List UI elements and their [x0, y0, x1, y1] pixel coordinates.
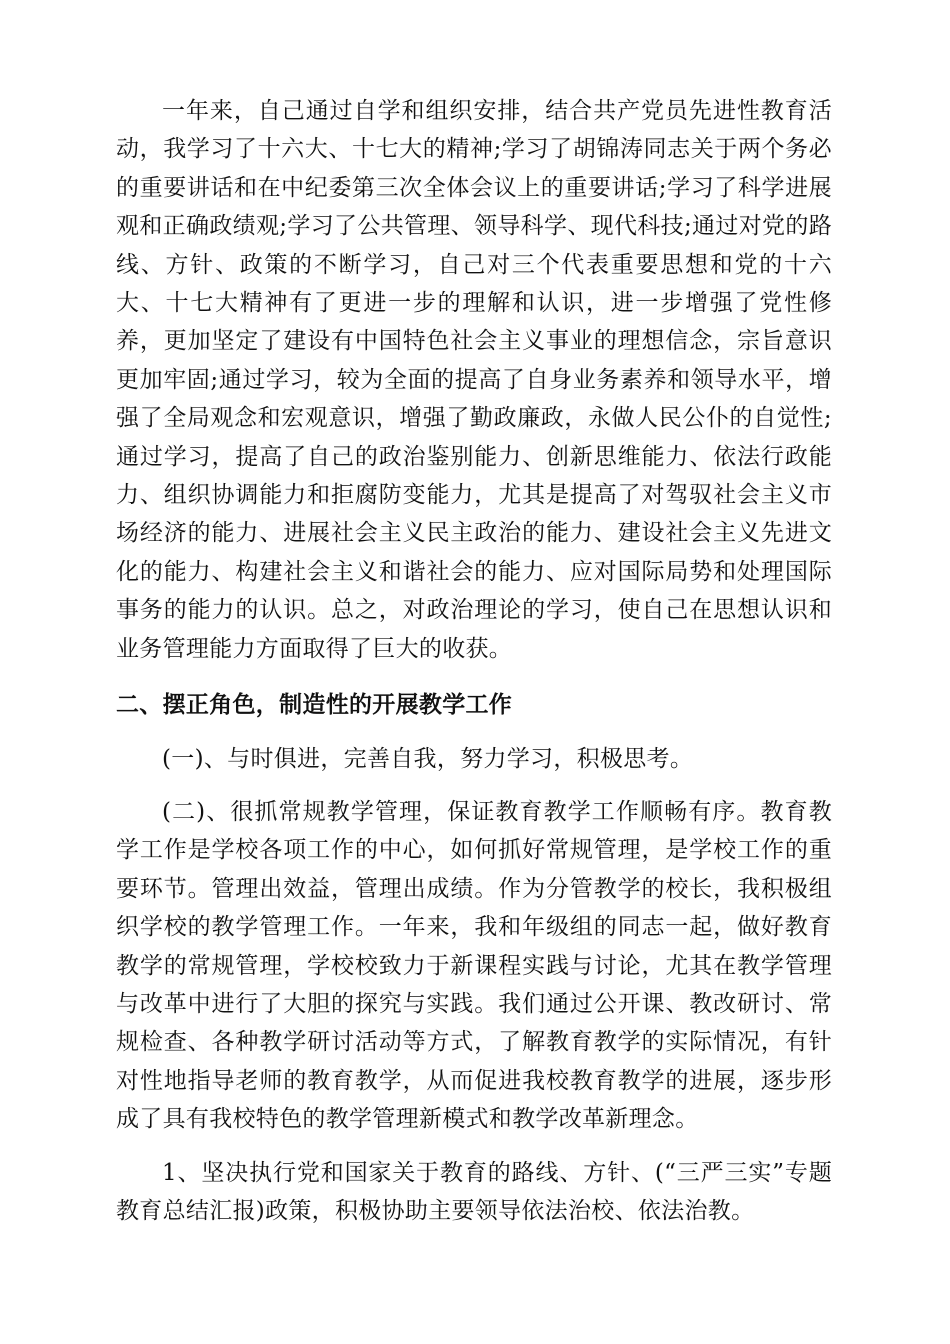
- paragraph-political-study: 一年来，自己通过自学和组织安排，结合共产党员先进性教育活动，我学习了十六大、十七大的精神;学习了胡锦涛同志关于两个务必的重要讲话和在中纪委第三次全体会议上的重要讲话;学习了科学进展观和正确政绩观;学习了公共管理、领导科学、现代科技;通过对党的路线、方针、政策的不断学习，自己对三个代表重要思想和党的十六大、十七大精神有了更进一步的理解和认识，进一步增强了党性修养，更加坚定了建设有中国特色社会主义事业的理想信念，宗旨意识更加牢固;通过学习，较为全面的提高了自身业务素养和领导水平，增强了全局观念和宏观意识，增强了勤政廉政，永做人民公仆的自觉性;通过学习，提高了自己的政治鉴别能力、创新思维能力、依法行政能力、组织协调能力和拒腐防变能力，尤其是提高了对驾驭社会主义市场经济的能力、进展社会主义民主政治的能力、建设社会主义先进文化的能力、构建社会主义和谐社会的能力、应对国际局势和处理国际事务的能力的认识。总之，对政治理论的学习，使自己在思想认识和业务管理能力方面取得了巨大的收获。: [116, 98, 832, 662]
- paragraph-spacer: [116, 725, 832, 740]
- paragraph-spacer: [116, 668, 832, 686]
- document-page: [116, 92, 832, 1230]
- paragraph-item-one: (一)、与时俱进，完善自我，努力学习，积极思考。: [162, 745, 694, 772]
- paragraph-spacer: [116, 778, 832, 793]
- paragraph-spacer: [116, 1139, 832, 1154]
- section-heading: 二、摆正角色，制造性的开展教学工作: [116, 691, 513, 719]
- paragraph-numbered-one: 1、坚决执行党和国家关于教育的路线、方针、(“三严三实”专题教育总结汇报)政策，积极协助主要领导依法治校、依法治教。: [116, 1159, 832, 1224]
- paragraph-item-two: (二)、很抓常规教学管理，保证教育教学工作顺畅有序。教育教学工作是学校各项工作的中心，如何抓好常规管理，是学校工作的重要环节。管理出效益，管理出成绩。作为分管教学的校长，我积极组织学校的教学管理工作。一年来，我和年级组的同志一起，做好教育教学的常规管理，学校校致力于新课程实践与讨论，尤其在教学管理与改革中进行了大胆的探究与实践。我们通过公开课、教改研讨、常规检查、各种教学研讨活动等方式，了解教育教学的实际情况，有针对性地指导老师的教育教学，从而促进我校教育教学的进展，逐步形成了具有我校特色的教学管理新模式和教学改革新理念。: [116, 798, 832, 1133]
